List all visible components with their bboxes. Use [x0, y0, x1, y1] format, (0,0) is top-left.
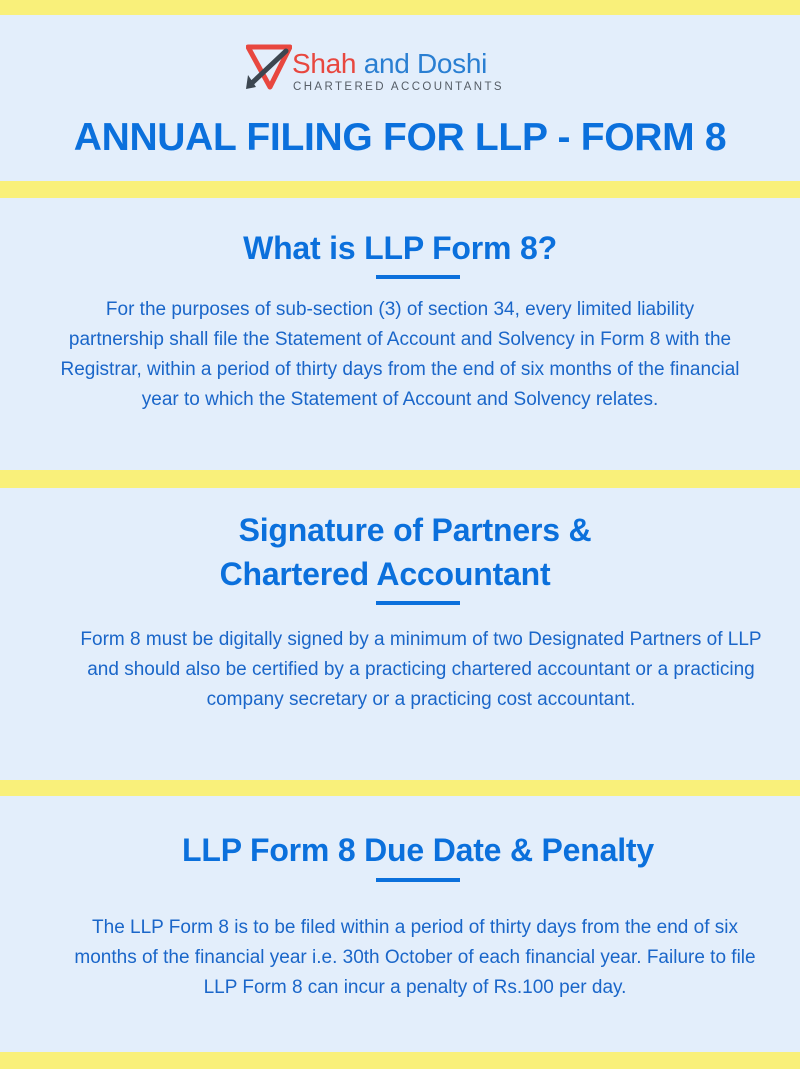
section-what-is-form-8: [0, 198, 800, 470]
section-title-line2: Chartered Accountant: [219, 556, 551, 592]
logo-subtitle: CHARTERED ACCOUNTANTS: [293, 81, 504, 93]
logo-name: [292, 49, 487, 79]
section-due-date-penalty: [0, 796, 800, 1052]
header-panel: [0, 15, 800, 181]
section-body: For the purposes of sub-section (3) of section 34, every limited liability partnership shall file the Statement of Account and Solvency in Form 8 with the Registrar, within a period of thirty days from the end of six months of the financial year to which the Statement of Account and Solvency relates.: [60, 299, 740, 410]
section-title-line1: Signature of Partners &: [238, 512, 592, 548]
section-title: LLP Form 8 Due Date & Penalty: [182, 832, 654, 868]
section-body: The LLP Form 8 is to be filed within a period of thirty days from the end of six months of the financial year i.e. 30th October of each financial year. Failure to file LLP Form 8 can incur a penalty of Rs.100 per day.: [74, 917, 756, 998]
title-underline: [376, 275, 460, 279]
logo-name-part2: and Doshi: [363, 48, 488, 79]
logo-name-part1: Shah: [292, 48, 357, 79]
company-logo: [246, 43, 546, 97]
triangle-logo-icon: [246, 43, 292, 93]
page-title: ANNUAL FILING FOR LLP - FORM 8: [73, 116, 727, 159]
section-title: What is LLP Form 8?: [243, 230, 557, 266]
title-underline: [376, 601, 460, 605]
title-underline: [376, 878, 460, 882]
section-body: Form 8 must be digitally signed by a minimum of two Designated Partners of LLP and should also be certified by a practicing chartered accountant or a practicing company secretary or a practicing cost accountant.: [80, 629, 762, 710]
section-signature: [0, 488, 800, 780]
